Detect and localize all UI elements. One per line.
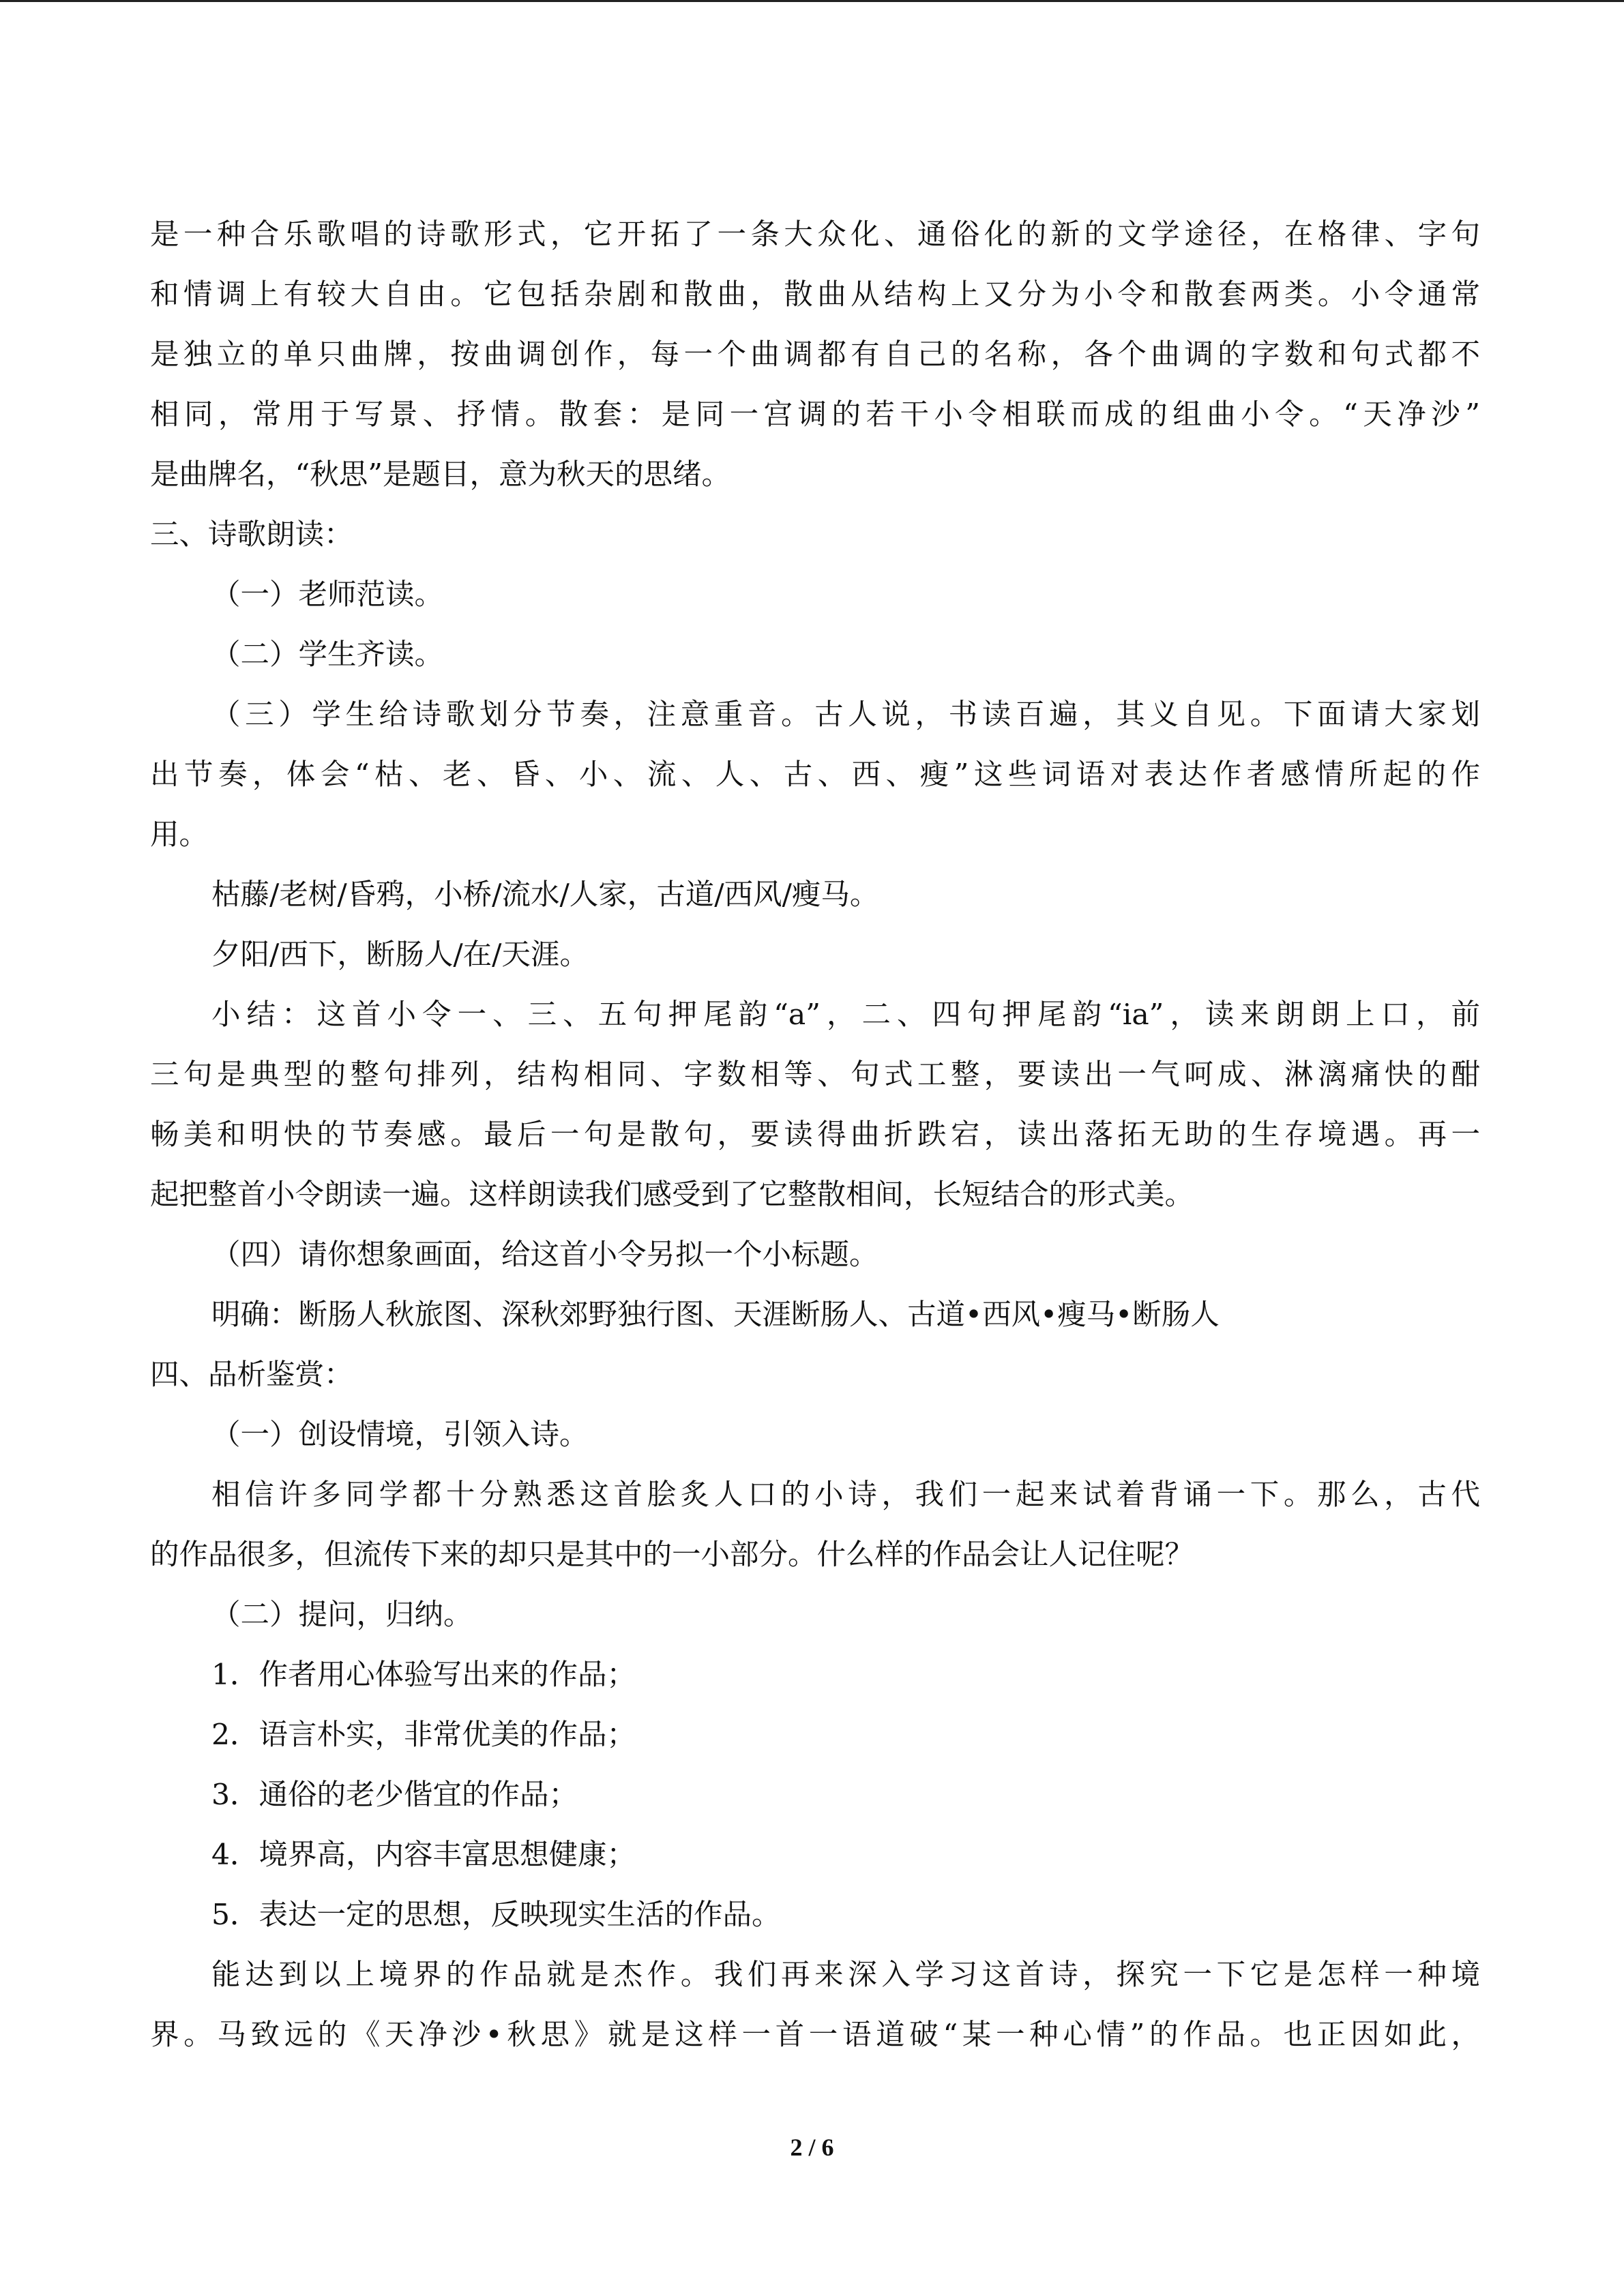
section3-item-2: （二）学生齐读。 xyxy=(211,638,444,672)
section3-answer: 明确：断肠人秋旅图、深秋郊野独行图、天涯断肠人、古道•西风•瘦马•断肠人 xyxy=(211,1298,1220,1332)
poem-line-1: 枯藤/老树/昏鸦，小桥/流水/人家，古道/西风/瘦马。 xyxy=(211,878,879,912)
intro-line-5: 是曲牌名，“秋思”是题目，意为秋天的思绪。 xyxy=(150,458,730,492)
section3-heading: 三、诗歌朗读： xyxy=(150,518,353,552)
poem-line-2: 夕阳/西下，断肠人/在/天涯。 xyxy=(211,938,589,972)
list-item-3: 3．通俗的老少偕宜的作品； xyxy=(211,1778,578,1812)
intro-line-2: 和情调上有较大自由。它包括杂剧和散曲，散曲从结构上又分为小令和散套两类。小令通常 xyxy=(150,278,1480,312)
section3-item-1: （一）老师范读。 xyxy=(211,578,444,612)
section3-item-3-line-2: 出节奏，体会“枯、老、昏、小、流、人、古、西、瘦”这些词语对表达作者感情所起的作 xyxy=(150,758,1480,792)
closing-line-1: 能达到以上境界的作品就是杰作。我们再来深入学习这首诗，探究一下它是怎样一种境 xyxy=(211,1958,1480,1992)
page-top-border xyxy=(0,0,1624,2)
page-number: 2 / 6 xyxy=(790,2134,834,2161)
section4-para-line-1: 相信许多同学都十分熟悉这首脍炙人口的小诗，我们一起来试着背诵一下。那么，古代 xyxy=(211,1478,1480,1512)
section4-heading: 四、品析鉴赏： xyxy=(150,1358,353,1392)
summary-line-1: 小结：这首小令一、三、五句押尾韵“a”，二、四句押尾韵“ia”，读来朗朗上口，前 xyxy=(211,998,1480,1032)
section4-item-2: （二）提问，归纳。 xyxy=(211,1598,473,1632)
intro-line-3: 是独立的单只曲牌，按曲调创作，每一个曲调都有自己的名称，各个曲调的字数和句式都不 xyxy=(150,338,1480,372)
list-item-2: 2．语言朴实，非常优美的作品； xyxy=(211,1718,636,1752)
intro-line-4: 相同，常用于写景、抒情。散套：是同一宫调的若干小令相联而成的组曲小令。“天净沙” xyxy=(150,398,1480,432)
summary-line-3: 畅美和明快的节奏感。最后一句是散句，要读得曲折跌宕，读出落拓无助的生存境遇。再一 xyxy=(150,1118,1480,1152)
section3-item-3-line-1: （三）学生给诗歌划分节奏，注意重音。古人说，书读百遍，其义自见。下面请大家划 xyxy=(211,698,1480,732)
intro-line-1: 是一种合乐歌唱的诗歌形式，它开拓了一条大众化、通俗化的新的文学途径，在格律、字句 xyxy=(150,218,1480,252)
section3-item-3-line-3: 用。 xyxy=(150,818,209,852)
list-item-4: 4．境界高，内容丰富思想健康； xyxy=(211,1838,636,1872)
list-item-1: 1．作者用心体验写出来的作品； xyxy=(211,1658,636,1692)
section4-para-line-2: 的作品很多，但流传下来的却只是其中的一小部分。什么样的作品会让人记住呢？ xyxy=(150,1538,1194,1572)
section3-item-4: （四）请你想象画面，给这首小令另拟一个小标题。 xyxy=(211,1238,879,1272)
list-item-5: 5．表达一定的思想，反映现实生活的作品。 xyxy=(211,1898,781,1932)
closing-line-2: 界。马致远的《天净沙•秋思》就是这样一首一语道破“某一种心情”的作品。也正因如此， xyxy=(150,2018,1480,2052)
section4-item-1: （一）创设情境，引领入诗。 xyxy=(211,1418,589,1452)
summary-line-4: 起把整首小令朗读一遍。这样朗读我们感受到了它整散相间，长短结合的形式美。 xyxy=(150,1178,1194,1212)
summary-line-2: 三句是典型的整句排列，结构相同、字数相等、句式工整，要读出一气呵成、淋漓痛快的酣 xyxy=(150,1058,1480,1092)
